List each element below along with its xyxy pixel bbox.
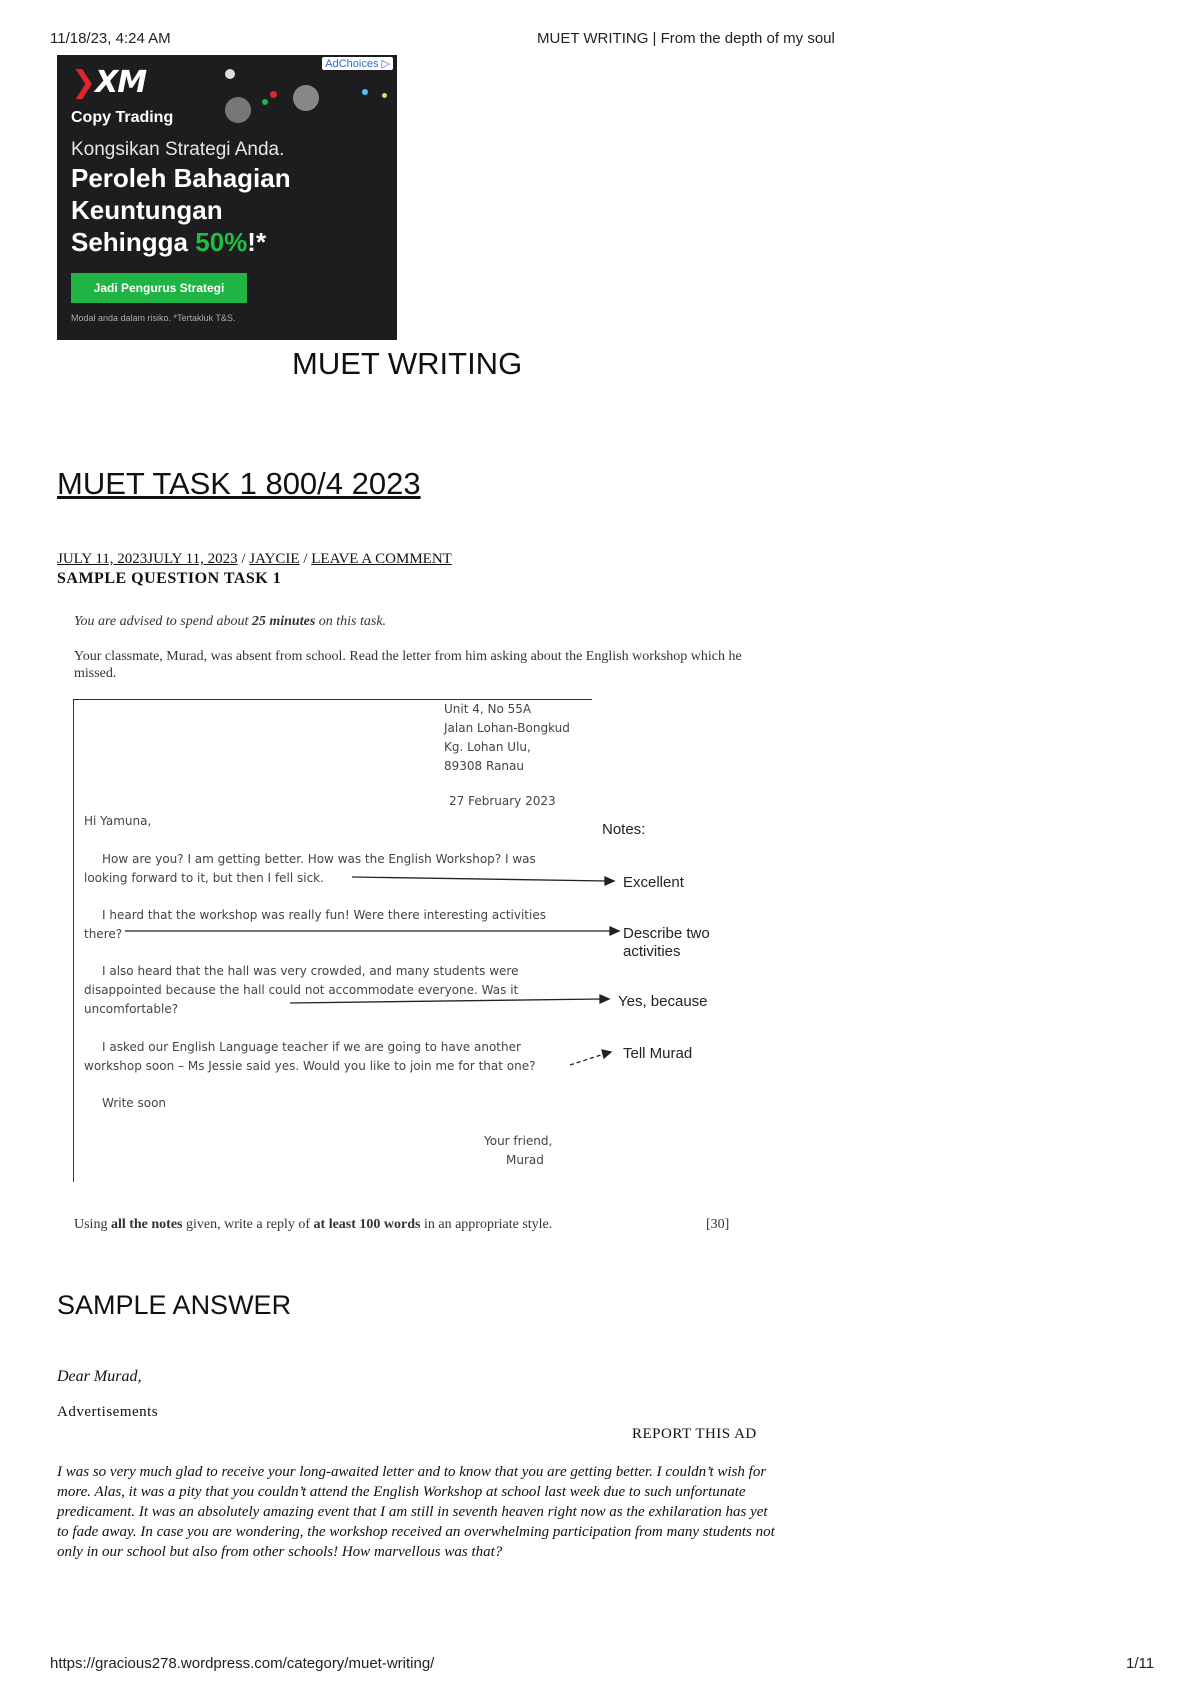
letter-paragraph-1: How are you? I am getting better. How was the English Workshop? I was looking forward to it, but then I fell sick. [84, 852, 536, 885]
post-date-link[interactable]: JULY 11, 2023JULY 11, 2023 [57, 551, 238, 567]
meta-separator: / [241, 551, 246, 567]
author-link[interactable]: JAYCIE [249, 551, 300, 567]
sample-question-heading: SAMPLE QUESTION TASK 1 [57, 570, 282, 587]
ad-line3: Keuntungan [71, 195, 223, 225]
task-requirement: Using all the notes given, write a reply of at least 100 words in an appropriate style. [74, 1217, 553, 1232]
task-instruction-time: You are advised to spend about 25 minutes on this task. [74, 614, 387, 629]
leave-comment-link[interactable]: LEAVE A COMMENT [311, 551, 452, 567]
print-datetime: 11/18/23, 4:24 AM [50, 30, 171, 47]
arrow-head [600, 995, 609, 1003]
print-page-title: MUET WRITING | From the depth of my soul [537, 30, 835, 47]
print-url: https://gracious278.wordpress.com/category/muet-writing/ [50, 1655, 435, 1672]
letter-paragraph-4: I asked our English Language teacher if we are going to have another workshop soon – Ms Jessie said yes. Would you like to join me for that one? [84, 1040, 536, 1073]
report-ad-link[interactable]: REPORT THIS AD [632, 1426, 757, 1442]
note-item: Excellent [623, 874, 684, 891]
ad-fine-print: Modal anda dalam risiko. *Tertakluk T&S. [71, 313, 236, 323]
adchoices-icon: ▷ [381, 58, 390, 70]
post-title-link[interactable]: MUET TASK 1 800/4 2023 [57, 466, 421, 501]
letter-greeting: Hi Yamuna, [84, 814, 152, 828]
notes-heading: Notes: [602, 821, 646, 838]
letter-closing: Write soon [102, 1096, 167, 1110]
letter-paragraph-3: I also heard that the hall was very crowded, and many students were disappointed because the hall could not accommodate everyone. Was it uncomfortable? [84, 964, 519, 1016]
arrow-head [610, 927, 619, 935]
answer-salutation: Dear Murad, [57, 1368, 142, 1385]
arrow-line [290, 999, 602, 1003]
task-marks: [30] [706, 1217, 730, 1232]
note-item: Describe two activities [623, 925, 710, 960]
arrow-head [605, 877, 614, 885]
arrow-line [352, 877, 608, 881]
answer-paragraph: I was so very much glad to receive your long-awaited letter and to know that you are getting better. I couldn’t wish for more. Alas, it was a pity that you couldn’t attend the English Workshop at school last week due to such unfortunate predicament. It was an absolutely amazing event that I am still in seventh heaven right now as the exhilaration has yet to fade away. In case you are wondering, the workshop received an overwhelming participation from many students not only in our school but also from other schools! How marvellous was that? [57, 1464, 775, 1560]
ad-line1: Kongsikan Strategi Anda. [71, 139, 285, 160]
arrow-head [602, 1050, 611, 1058]
xm-logo: ❯XM [71, 65, 147, 100]
letter-address: Unit 4, No 55A Jalan Lohan-Bongkud Kg. Lohan Ulu, 89308 Ranau [444, 702, 570, 773]
sample-answer-heading: SAMPLE ANSWER [57, 1290, 292, 1320]
ad-cta-button[interactable]: Jadi Pengurus Strategi [71, 273, 247, 303]
note-item: Tell Murad [623, 1045, 693, 1062]
site-title: MUET WRITING [292, 346, 523, 381]
letter-date: 27 February 2023 [449, 794, 556, 808]
note-item: Yes, because [618, 993, 708, 1010]
meta-separator: / [303, 551, 308, 567]
advertisements-label: Advertisements [57, 1404, 159, 1420]
arrow-line [570, 1054, 604, 1065]
letter-paragraph-2: I heard that the workshop was really fun! Were there interesting activities there? [84, 908, 546, 941]
ad-line4: Sehingga 50%!* [71, 227, 267, 257]
task-instruction-context: Your classmate, Murad, was absent from school. Read the letter from him asking about the English workshop which he missed. [74, 649, 742, 681]
letter-signoff: Your friend, Murad [484, 1134, 553, 1167]
adchoices-link[interactable]: AdChoices ▷ [322, 57, 393, 70]
ad-subtitle: Copy Trading [71, 109, 174, 126]
print-page-number: 1/11 [1126, 1655, 1155, 1672]
ad-line2: Peroleh Bahagian [71, 163, 291, 193]
